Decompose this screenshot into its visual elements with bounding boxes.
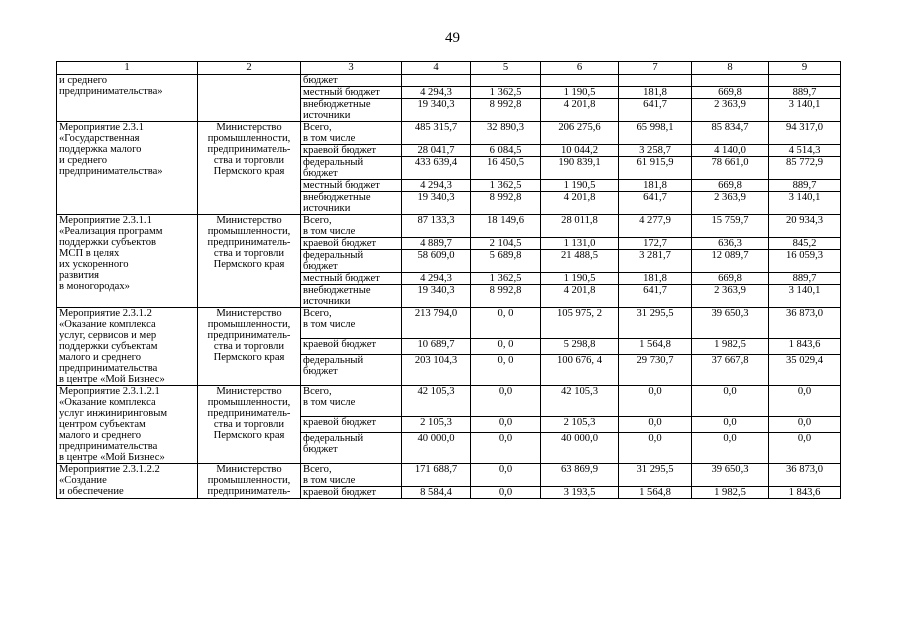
amount-cell: 1 843,6 (769, 338, 841, 354)
executor-cell: Министерство промышленности, предприниматель- (198, 464, 301, 499)
amount-cell: 8 992,8 (471, 99, 541, 122)
amount-cell: 2 105,3 (402, 416, 471, 432)
funding-source-cell: федеральный бюджет (301, 433, 402, 464)
amount-cell (619, 75, 692, 87)
amount-cell: 36 873,0 (769, 308, 841, 339)
amount-cell: 0,0 (692, 386, 769, 417)
amount-cell: 4 201,8 (541, 285, 619, 308)
amount-cell: 0, 0 (471, 355, 541, 386)
amount-cell: 19 340,3 (402, 99, 471, 122)
amount-cell: 40 000,0 (402, 433, 471, 464)
activity-cell: Мероприятие 2.3.1 «Государственная поддержка малого и среднего предпринимательства» (57, 122, 198, 215)
amount-cell: 1 190,5 (541, 180, 619, 192)
amount-cell: 19 340,3 (402, 192, 471, 215)
amount-cell: 669,8 (692, 87, 769, 99)
amount-cell: 845,2 (769, 238, 841, 250)
amount-cell: 31 295,5 (619, 464, 692, 487)
amount-cell: 32 890,3 (471, 122, 541, 145)
funding-source-cell: внебюджетные источники (301, 99, 402, 122)
amount-cell: 61 915,9 (619, 157, 692, 180)
amount-cell: 40 000,0 (541, 433, 619, 464)
amount-cell: 39 650,3 (692, 308, 769, 339)
column-number: 4 (402, 62, 471, 75)
amount-cell: 6 084,5 (471, 145, 541, 157)
funding-source-cell: федеральный бюджет (301, 250, 402, 273)
amount-cell: 8 584,4 (402, 487, 471, 499)
amount-cell: 172,7 (619, 238, 692, 250)
amount-cell: 65 998,1 (619, 122, 692, 145)
amount-cell: 641,7 (619, 285, 692, 308)
column-number: 1 (57, 62, 198, 75)
amount-cell: 4 889,7 (402, 238, 471, 250)
funding-source-cell: внебюджетные источники (301, 285, 402, 308)
amount-cell: 433 639,4 (402, 157, 471, 180)
funding-source-cell: краевой бюджет (301, 145, 402, 157)
table-row (57, 386, 841, 417)
amount-cell: 0,0 (471, 416, 541, 432)
amount-cell: 0,0 (692, 416, 769, 432)
amount-cell: 8 992,8 (471, 285, 541, 308)
executor-cell: Министерство промышленности, предприниматель- ства и торговли Пермского края (198, 386, 301, 464)
amount-cell: 4 514,3 (769, 145, 841, 157)
funding-source-cell: федеральный бюджет (301, 157, 402, 180)
executor-cell (198, 75, 301, 122)
amount-cell: 78 661,0 (692, 157, 769, 180)
activity-cell: Мероприятие 2.3.1.2 «Оказание комплекса услуг, сервисов и мер поддержки субъектам малого и среднего предпринимательства в центре «Мой Бизнес» (57, 308, 198, 386)
funding-source-cell: Всего, в том числе (301, 122, 402, 145)
amount-cell: 181,8 (619, 273, 692, 285)
budget-table (56, 61, 841, 499)
amount-cell: 16 450,5 (471, 157, 541, 180)
amount-cell: 28 041,7 (402, 145, 471, 157)
amount-cell: 10 689,7 (402, 338, 471, 354)
amount-cell: 3 140,1 (769, 99, 841, 122)
amount-cell: 42 105,3 (541, 386, 619, 417)
amount-cell: 0,0 (619, 386, 692, 417)
amount-cell: 0, 0 (471, 338, 541, 354)
amount-cell: 1 362,5 (471, 273, 541, 285)
amount-cell: 171 688,7 (402, 464, 471, 487)
amount-cell: 87 133,3 (402, 215, 471, 238)
amount-cell: 1 982,5 (692, 338, 769, 354)
amount-cell: 2 363,9 (692, 99, 769, 122)
funding-source-cell: Всего, в том числе (301, 386, 402, 417)
amount-cell: 1 564,8 (619, 338, 692, 354)
funding-source-cell: Всего, в том числе (301, 464, 402, 487)
table-row (57, 215, 841, 238)
amount-cell: 669,8 (692, 180, 769, 192)
amount-cell: 0,0 (769, 433, 841, 464)
column-number: 2 (198, 62, 301, 75)
amount-cell: 20 934,3 (769, 215, 841, 238)
amount-cell: 2 105,3 (541, 416, 619, 432)
amount-cell: 21 488,5 (541, 250, 619, 273)
funding-source-cell: Всего, в том числе (301, 308, 402, 339)
amount-cell (769, 75, 841, 87)
amount-cell (692, 75, 769, 87)
amount-cell: 1 190,5 (541, 87, 619, 99)
amount-cell: 1 564,8 (619, 487, 692, 499)
amount-cell: 0,0 (692, 433, 769, 464)
amount-cell: 485 315,7 (402, 122, 471, 145)
amount-cell: 3 193,5 (541, 487, 619, 499)
amount-cell: 4 201,8 (541, 192, 619, 215)
activity-cell: Мероприятие 2.3.1.1 «Реализация программ поддержки субъектов МСП в целях их ускоренного развития в моногородах» (57, 215, 198, 308)
amount-cell: 42 105,3 (402, 386, 471, 417)
table-row (57, 308, 841, 339)
amount-cell: 4 294,3 (402, 273, 471, 285)
amount-cell: 3 140,1 (769, 192, 841, 215)
funding-source-cell: местный бюджет (301, 273, 402, 285)
table-row (57, 75, 841, 87)
amount-cell: 100 676, 4 (541, 355, 619, 386)
activity-cell: Мероприятие 2.3.1.2.1 «Оказание комплекса услуг инжиниринговым центром субъектам малого и среднего предпринимательства в центре «Мой Бизнес» (57, 386, 198, 464)
amount-cell: 181,8 (619, 87, 692, 99)
table-body (57, 75, 841, 499)
amount-cell: 181,8 (619, 180, 692, 192)
amount-cell: 2 104,5 (471, 238, 541, 250)
amount-cell: 4 201,8 (541, 99, 619, 122)
amount-cell: 1 843,6 (769, 487, 841, 499)
table-row (57, 122, 841, 145)
activity-cell: и среднего предпринимательства» (57, 75, 198, 122)
executor-cell: Министерство промышленности, предприниматель- ства и торговли Пермского края (198, 215, 301, 308)
amount-cell: 4 294,3 (402, 180, 471, 192)
funding-source-cell: краевой бюджет (301, 238, 402, 250)
column-number: 3 (301, 62, 402, 75)
amount-cell: 0,0 (471, 386, 541, 417)
amount-cell: 213 794,0 (402, 308, 471, 339)
amount-cell: 35 029,4 (769, 355, 841, 386)
amount-cell (541, 75, 619, 87)
amount-cell: 5 689,8 (471, 250, 541, 273)
column-number: 6 (541, 62, 619, 75)
column-number-row (57, 62, 841, 75)
amount-cell: 28 011,8 (541, 215, 619, 238)
amount-cell (471, 75, 541, 87)
amount-cell: 1 362,5 (471, 87, 541, 99)
amount-cell: 0,0 (471, 487, 541, 499)
amount-cell: 641,7 (619, 99, 692, 122)
column-number: 9 (769, 62, 841, 75)
amount-cell: 206 275,6 (541, 122, 619, 145)
funding-source-cell: краевой бюджет (301, 487, 402, 499)
amount-cell: 8 992,8 (471, 192, 541, 215)
funding-source-cell: Всего, в том числе (301, 215, 402, 238)
amount-cell: 1 190,5 (541, 273, 619, 285)
amount-cell: 36 873,0 (769, 464, 841, 487)
amount-cell: 16 059,3 (769, 250, 841, 273)
amount-cell: 15 759,7 (692, 215, 769, 238)
amount-cell: 31 295,5 (619, 308, 692, 339)
amount-cell: 203 104,3 (402, 355, 471, 386)
column-number: 5 (471, 62, 541, 75)
amount-cell: 3 281,7 (619, 250, 692, 273)
amount-cell: 669,8 (692, 273, 769, 285)
amount-cell: 1 362,5 (471, 180, 541, 192)
funding-source-cell: бюджет (301, 75, 402, 87)
amount-cell: 2 363,9 (692, 192, 769, 215)
amount-cell: 1 982,5 (692, 487, 769, 499)
amount-cell: 0,0 (619, 433, 692, 464)
amount-cell: 3 258,7 (619, 145, 692, 157)
amount-cell: 85 772,9 (769, 157, 841, 180)
amount-cell: 18 149,6 (471, 215, 541, 238)
activity-cell: Мероприятие 2.3.1.2.2 «Создание и обеспечение (57, 464, 198, 499)
funding-source-cell: краевой бюджет (301, 338, 402, 354)
amount-cell: 4 294,3 (402, 87, 471, 99)
amount-cell: 58 609,0 (402, 250, 471, 273)
funding-source-cell: местный бюджет (301, 180, 402, 192)
amount-cell: 105 975, 2 (541, 308, 619, 339)
amount-cell: 889,7 (769, 180, 841, 192)
amount-cell: 0,0 (619, 416, 692, 432)
amount-cell: 12 089,7 (692, 250, 769, 273)
table-row (57, 464, 841, 487)
amount-cell: 889,7 (769, 87, 841, 99)
amount-cell: 1 131,0 (541, 238, 619, 250)
amount-cell: 636,3 (692, 238, 769, 250)
amount-cell: 4 277,9 (619, 215, 692, 238)
amount-cell: 0,0 (471, 433, 541, 464)
page-number: 49 (445, 30, 460, 46)
amount-cell: 19 340,3 (402, 285, 471, 308)
amount-cell: 0,0 (769, 386, 841, 417)
funding-source-cell: местный бюджет (301, 87, 402, 99)
amount-cell: 5 298,8 (541, 338, 619, 354)
funding-source-cell: внебюджетные источники (301, 192, 402, 215)
funding-source-cell: краевой бюджет (301, 416, 402, 432)
amount-cell (402, 75, 471, 87)
amount-cell: 29 730,7 (619, 355, 692, 386)
amount-cell: 190 839,1 (541, 157, 619, 180)
amount-cell: 85 834,7 (692, 122, 769, 145)
amount-cell: 10 044,2 (541, 145, 619, 157)
column-number: 7 (619, 62, 692, 75)
amount-cell: 63 869,9 (541, 464, 619, 487)
executor-cell: Министерство промышленности, предприниматель- ства и торговли Пермского края (198, 308, 301, 386)
amount-cell: 4 140,0 (692, 145, 769, 157)
amount-cell: 94 317,0 (769, 122, 841, 145)
amount-cell: 0,0 (769, 416, 841, 432)
amount-cell: 641,7 (619, 192, 692, 215)
amount-cell: 3 140,1 (769, 285, 841, 308)
amount-cell: 0,0 (471, 464, 541, 487)
amount-cell: 889,7 (769, 273, 841, 285)
amount-cell: 0, 0 (471, 308, 541, 339)
column-number: 8 (692, 62, 769, 75)
funding-source-cell: федеральный бюджет (301, 355, 402, 386)
amount-cell: 37 667,8 (692, 355, 769, 386)
executor-cell: Министерство промышленности, предприниматель- ства и торговли Пермского края (198, 122, 301, 215)
amount-cell: 39 650,3 (692, 464, 769, 487)
amount-cell: 2 363,9 (692, 285, 769, 308)
